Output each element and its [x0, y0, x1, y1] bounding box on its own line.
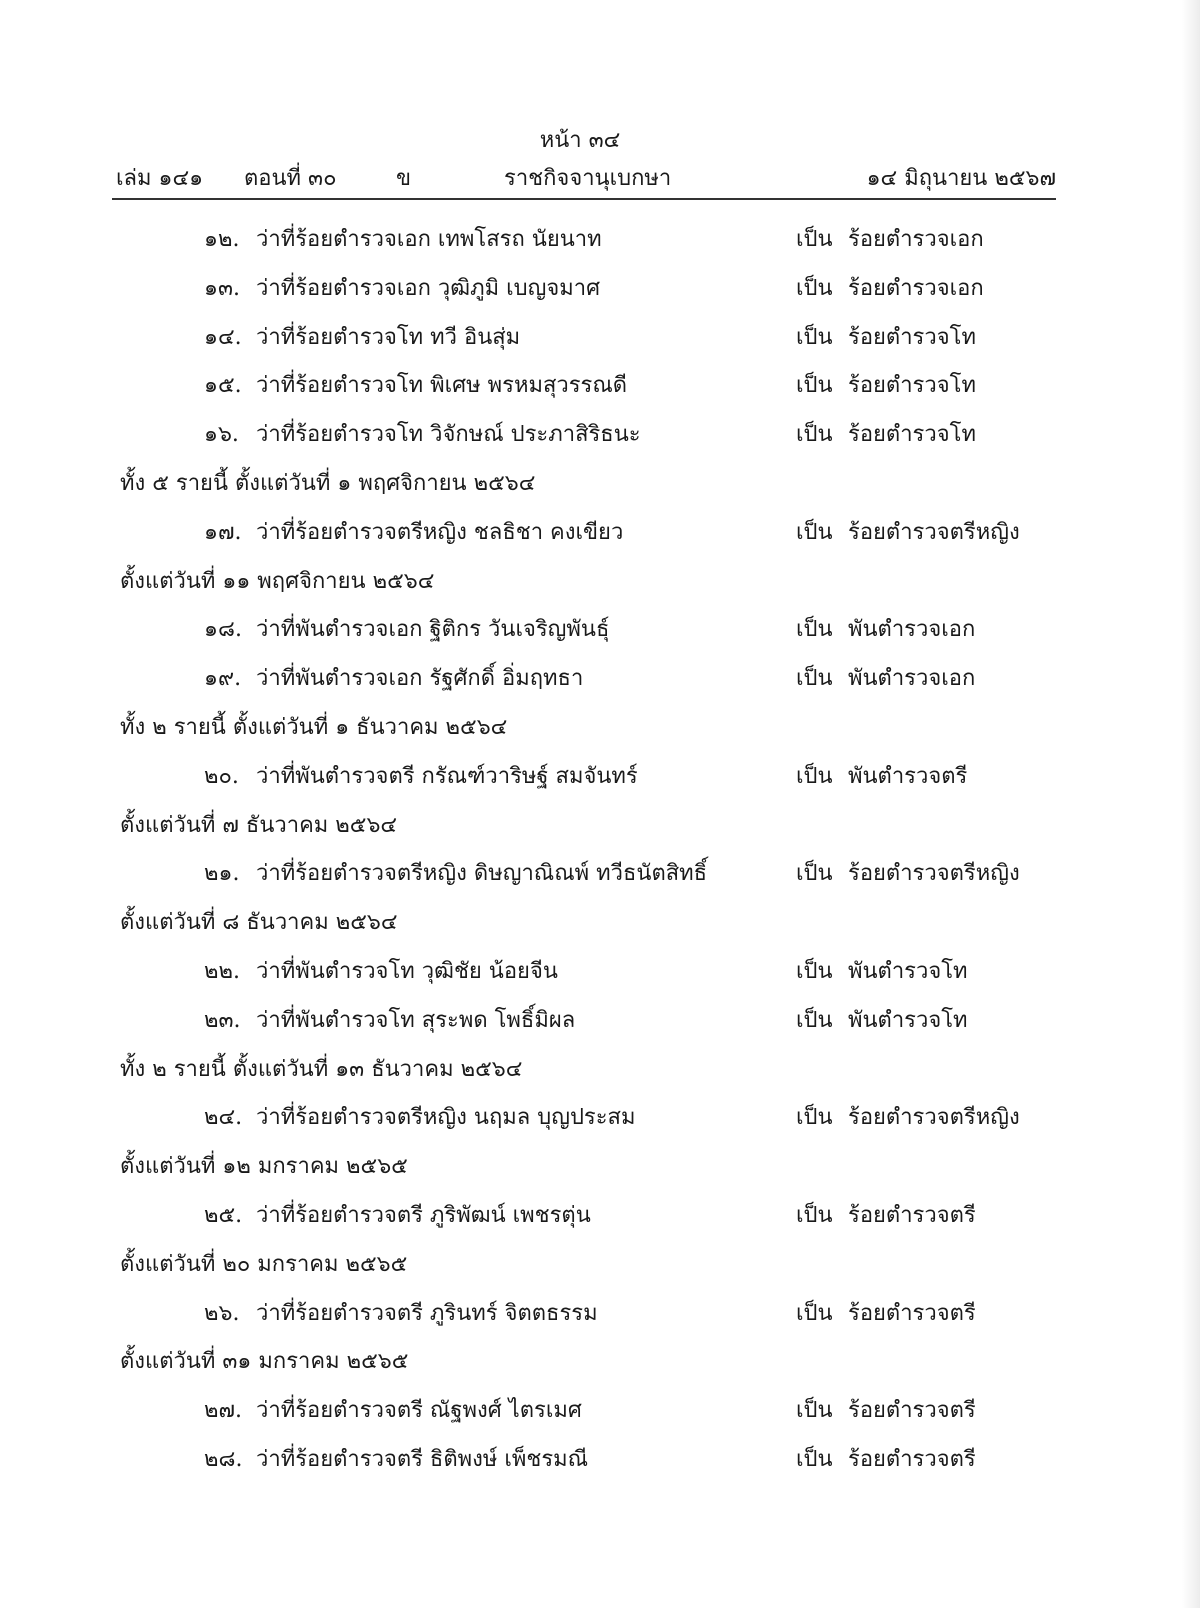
- entry-new-rank: ร้อยตำรวจตรี: [848, 1202, 976, 1228]
- entry-name: ว่าที่ร้อยตำรวจโท ทวี อินสุ่ม: [256, 324, 521, 350]
- entry-new-rank: ร้อยตำรวจตรี: [848, 1300, 976, 1326]
- entry-be-label: เป็น: [796, 1446, 833, 1472]
- entry-name: ว่าที่ร้อยตำรวจเอก เทพโสรถ นัยนาท: [256, 227, 602, 252]
- entry-be-label: เป็น: [796, 227, 833, 252]
- header-issue: ตอนที่ ๓๐: [244, 166, 337, 191]
- entry-number: ๑๔.: [204, 324, 242, 350]
- header-section: ข: [396, 166, 412, 191]
- entry-name: ว่าที่ร้อยตำรวจโท วิจักษณ์ ประภาสิริธนะ: [256, 422, 641, 448]
- page-edge-shadow: [1182, 0, 1200, 1608]
- appointment-entry: [0, 1298, 1160, 1347]
- entry-number: ๒๐.: [204, 763, 239, 789]
- entry-name: ว่าที่พันตำรวจเอก ฐิติกร วันเจริญพันธุ์: [256, 617, 610, 643]
- appointment-entry: [0, 1005, 1160, 1054]
- header-divider: [112, 198, 1056, 200]
- appointment-entry: [0, 273, 1160, 322]
- entry-number: ๒๑.: [204, 861, 240, 887]
- entry-be-label: เป็น: [796, 324, 833, 350]
- entry-be-label: เป็น: [796, 1398, 833, 1424]
- entry-new-rank: พันตำรวจเอก: [848, 666, 976, 692]
- appointment-entry: [0, 761, 1160, 810]
- entry-be-label: เป็น: [796, 519, 833, 545]
- entry-be-label: เป็น: [796, 422, 833, 448]
- entry-be-label: เป็น: [796, 275, 833, 301]
- entry-number: ๑๓.: [204, 275, 240, 301]
- entry-new-rank: พันตำรวจโท: [848, 1007, 968, 1033]
- entry-name: ว่าที่พันตำรวจเอก รัฐศักดิ์ อิ่มฤทธา: [256, 666, 584, 692]
- entry-name: ว่าที่ร้อยตำรวจตรี ธิติพงษ์ เพ็ชรมณี: [256, 1446, 589, 1472]
- note-text: ตั้งแต่วันที่ ๘ ธันวาคม ๒๕๖๔: [120, 910, 398, 936]
- entry-new-rank: ร้อยตำรวจเอก: [848, 227, 984, 252]
- entry-number: ๒๒.: [204, 958, 240, 984]
- entry-be-label: เป็น: [796, 1007, 833, 1033]
- entry-new-rank: ร้อยตำรวจโท: [848, 373, 976, 399]
- entry-be-label: เป็น: [796, 763, 833, 789]
- appointment-entry: [0, 858, 1160, 907]
- entry-be-label: เป็น: [796, 666, 833, 692]
- effective-date-note: [0, 907, 1160, 956]
- entry-number: ๒๓.: [204, 1007, 241, 1033]
- entry-number: ๑๙.: [204, 666, 242, 692]
- entry-new-rank: พันตำรวจโท: [848, 958, 968, 984]
- appointment-entry: [0, 419, 1160, 468]
- note-text: ทั้ง ๒ รายนี้ ตั้งแต่วันที่ ๑ ธันวาคม ๒๕๖๔: [120, 714, 508, 740]
- entry-be-label: เป็น: [796, 373, 833, 399]
- entry-new-rank: พันตำรวจเอก: [848, 617, 976, 643]
- appointment-entry: [0, 614, 1160, 663]
- entry-name: ว่าที่ร้อยตำรวจตรีหญิง นฤมล บุญประสม: [256, 1105, 636, 1131]
- appointment-list: [0, 224, 1160, 1493]
- appointment-entry: [0, 322, 1160, 371]
- entry-number: ๑๕.: [204, 373, 242, 399]
- entry-number: ๒๖.: [204, 1300, 240, 1326]
- entry-number: ๑๘.: [204, 617, 242, 643]
- effective-date-note: [0, 566, 1160, 615]
- appointment-entry: [0, 956, 1160, 1005]
- entry-new-rank: ร้อยตำรวจโท: [848, 324, 976, 350]
- entry-be-label: เป็น: [796, 1300, 833, 1326]
- entry-new-rank: ร้อยตำรวจโท: [848, 422, 976, 448]
- appointment-entry: [0, 663, 1160, 712]
- entry-new-rank: ร้อยตำรวจตรี: [848, 1398, 976, 1424]
- entry-new-rank: ร้อยตำรวจเอก: [848, 275, 984, 301]
- note-text: ตั้งแต่วันที่ ๑๑ พฤศจิกายน ๒๕๖๔: [120, 568, 435, 594]
- appointment-entry: [0, 224, 1160, 273]
- effective-date-note: [0, 810, 1160, 859]
- entry-name: ว่าที่ร้อยตำรวจตรีหญิง ดิษญาณิณพ์ ทวีธนัตสิทธิ์: [256, 861, 708, 887]
- effective-date-note: [0, 1249, 1160, 1298]
- entry-number: ๒๘.: [204, 1446, 243, 1472]
- note-text: ทั้ง ๕ รายนี้ ตั้งแต่วันที่ ๑ พฤศจิกายน ๒๕๖๔: [120, 470, 536, 496]
- entry-new-rank: ร้อยตำรวจตรีหญิง: [848, 861, 1020, 887]
- appointment-entry: [0, 1200, 1160, 1249]
- entry-be-label: เป็น: [796, 1202, 833, 1228]
- entry-name: ว่าที่ร้อยตำรวจตรีหญิง ชลธิชา คงเขียว: [256, 519, 624, 545]
- entry-name: ว่าที่ร้อยตำรวจโท พิเศษ พรหมสุวรรณดี: [256, 373, 628, 399]
- entry-number: ๑๖.: [204, 422, 239, 448]
- entry-number: ๒๕.: [204, 1202, 243, 1228]
- effective-date-note: [0, 1151, 1160, 1200]
- appointment-entry: [0, 1102, 1160, 1151]
- effective-date-note: [0, 712, 1160, 761]
- header-volume: เล่ม ๑๔๑: [116, 166, 204, 191]
- entry-name: ว่าที่พันตำรวจตรี กรัณฑ์วาริษฐ์ สมจันทร์: [256, 763, 638, 789]
- entry-new-rank: ร้อยตำรวจตรีหญิง: [848, 1105, 1020, 1131]
- entry-name: ว่าที่พันตำรวจโท วุฒิชัย น้อยจีน: [256, 958, 558, 984]
- entry-name: ว่าที่พันตำรวจโท สุระพด โพธิ์มิผล: [256, 1007, 576, 1033]
- entry-number: ๒๔.: [204, 1105, 243, 1131]
- note-text: ตั้งแต่วันที่ ๒๐ มกราคม ๒๕๖๕: [120, 1251, 408, 1277]
- entry-be-label: เป็น: [796, 958, 833, 984]
- entry-name: ว่าที่ร้อยตำรวจตรี ภูริพัฒน์ เพชรตุ่น: [256, 1202, 591, 1228]
- note-text: ตั้งแต่วันที่ ๓๑ มกราคม ๒๕๖๕: [120, 1349, 409, 1375]
- entry-new-rank: พันตำรวจตรี: [848, 763, 968, 789]
- note-text: ตั้งแต่วันที่ ๑๒ มกราคม ๒๕๖๕: [120, 1154, 408, 1180]
- entry-name: ว่าที่ร้อยตำรวจเอก วุฒิภูมิ เบญจมาศ: [256, 275, 601, 301]
- entry-new-rank: ร้อยตำรวจตรีหญิง: [848, 519, 1020, 545]
- note-text: ตั้งแต่วันที่ ๗ ธันวาคม ๒๕๖๔: [120, 812, 398, 838]
- appointment-entry: [0, 370, 1160, 419]
- entry-number: ๑๗.: [204, 519, 242, 545]
- header-date: ๑๔ มิถุนายน ๒๕๖๗: [866, 166, 1056, 191]
- entry-be-label: เป็น: [796, 861, 833, 887]
- effective-date-note: [0, 1054, 1160, 1103]
- effective-date-note: [0, 1346, 1160, 1395]
- appointment-entry: [0, 517, 1160, 566]
- appointment-entry: [0, 1395, 1160, 1444]
- entry-be-label: เป็น: [796, 617, 833, 643]
- entry-name: ว่าที่ร้อยตำรวจตรี ภูรินทร์ จิตตธรรม: [256, 1300, 598, 1326]
- page-number: หน้า ๓๔: [539, 128, 621, 153]
- effective-date-note: [0, 468, 1160, 517]
- header-gazette-title: ราชกิจจานุเบกษา: [504, 166, 672, 191]
- appointment-entry: [0, 1444, 1160, 1493]
- gazette-header: [116, 160, 1056, 194]
- entry-name: ว่าที่ร้อยตำรวจตรี ณัฐพงศ์ ไตรเมศ: [256, 1398, 582, 1424]
- entry-number: ๑๒.: [204, 227, 240, 252]
- entry-number: ๒๗.: [204, 1398, 243, 1424]
- note-text: ทั้ง ๒ รายนี้ ตั้งแต่วันที่ ๑๓ ธันวาคม ๒๕๖๔: [120, 1056, 523, 1082]
- entry-new-rank: ร้อยตำรวจตรี: [848, 1446, 976, 1472]
- entry-be-label: เป็น: [796, 1105, 833, 1131]
